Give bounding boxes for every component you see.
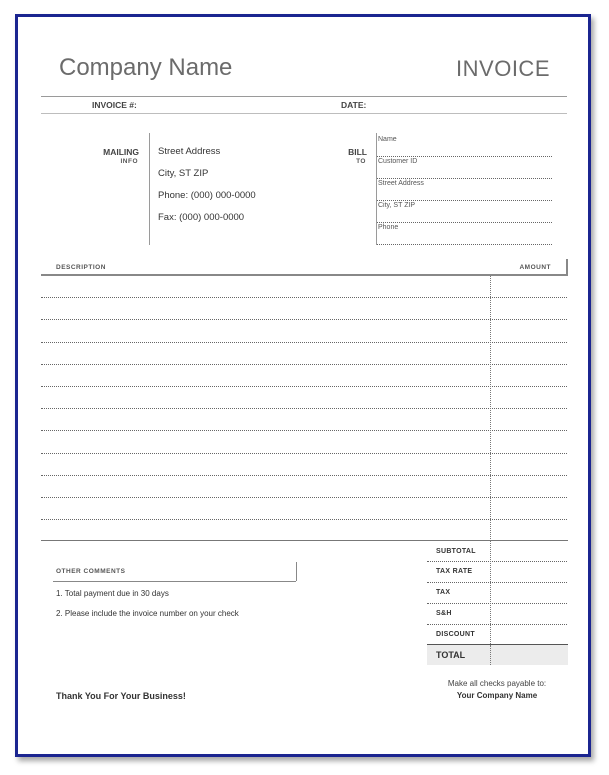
- item-row-line: [41, 408, 567, 409]
- header-divider: [41, 96, 567, 97]
- comment-line-2: 2. Please include the invoice number on your check: [56, 609, 239, 618]
- item-row-line: [41, 430, 567, 431]
- bill-sublabel: TO: [356, 158, 366, 165]
- bill-field-phone[interactable]: Phone: [378, 224, 399, 231]
- meta-divider: [41, 113, 567, 114]
- description-header: DESCRIPTION: [56, 264, 106, 271]
- items-header-rule: [41, 274, 568, 276]
- bill-label: BILL: [348, 147, 367, 157]
- total-label: TOTAL: [436, 650, 466, 660]
- mailing-street: Street Address: [158, 146, 221, 157]
- item-row-line: [41, 386, 567, 387]
- bill-field-name[interactable]: Name: [378, 136, 397, 143]
- company-name: Company Name: [59, 54, 233, 81]
- invoice-title: INVOICE: [456, 56, 550, 81]
- mailing-phone: Phone: (000) 000-0000: [158, 190, 256, 201]
- tax-rate-label: TAX RATE: [436, 568, 473, 575]
- amount-header: AMOUNT: [519, 264, 551, 271]
- discount-label: DISCOUNT: [436, 631, 475, 638]
- bill-field-street[interactable]: Street Address: [378, 180, 424, 187]
- mailing-sublabel: INFO: [120, 158, 138, 165]
- comments-header: OTHER COMMENTS: [56, 568, 126, 575]
- thank-you-note: Thank You For Your Business!: [56, 691, 186, 701]
- mailing-fax: Fax: (000) 000-0000: [158, 212, 245, 223]
- mailing-label: MAILING: [103, 147, 139, 157]
- amount-column-divider: [490, 276, 491, 539]
- bill-divider: [376, 133, 377, 245]
- item-row-line: [41, 319, 567, 320]
- payable-label: Make all checks payable to:: [447, 679, 547, 688]
- item-row-line: [41, 453, 567, 454]
- invoice-number-label: INVOICE #:: [92, 100, 137, 110]
- tax-label: TAX: [436, 589, 451, 596]
- subtotal-label: SUBTOTAL: [436, 548, 476, 555]
- items-bottom-rule: [41, 540, 568, 541]
- shipping-label: S&H: [436, 610, 452, 617]
- item-row-line: [41, 497, 567, 498]
- comment-line-1: 1. Total payment due in 30 days: [56, 589, 169, 598]
- date-label: DATE:: [341, 100, 367, 110]
- mailing-divider: [149, 133, 150, 245]
- bill-field-city[interactable]: City, ST ZIP: [378, 202, 416, 209]
- item-row-line: [41, 364, 567, 365]
- item-row-line: [41, 342, 567, 343]
- payable-company: Your Company Name: [456, 691, 538, 700]
- mailing-city: City, ST ZIP: [158, 168, 209, 179]
- bill-field-customer-id[interactable]: Customer ID: [378, 158, 418, 165]
- item-row-line: [41, 475, 567, 476]
- item-row-line: [41, 519, 567, 520]
- item-row-line: [41, 297, 567, 298]
